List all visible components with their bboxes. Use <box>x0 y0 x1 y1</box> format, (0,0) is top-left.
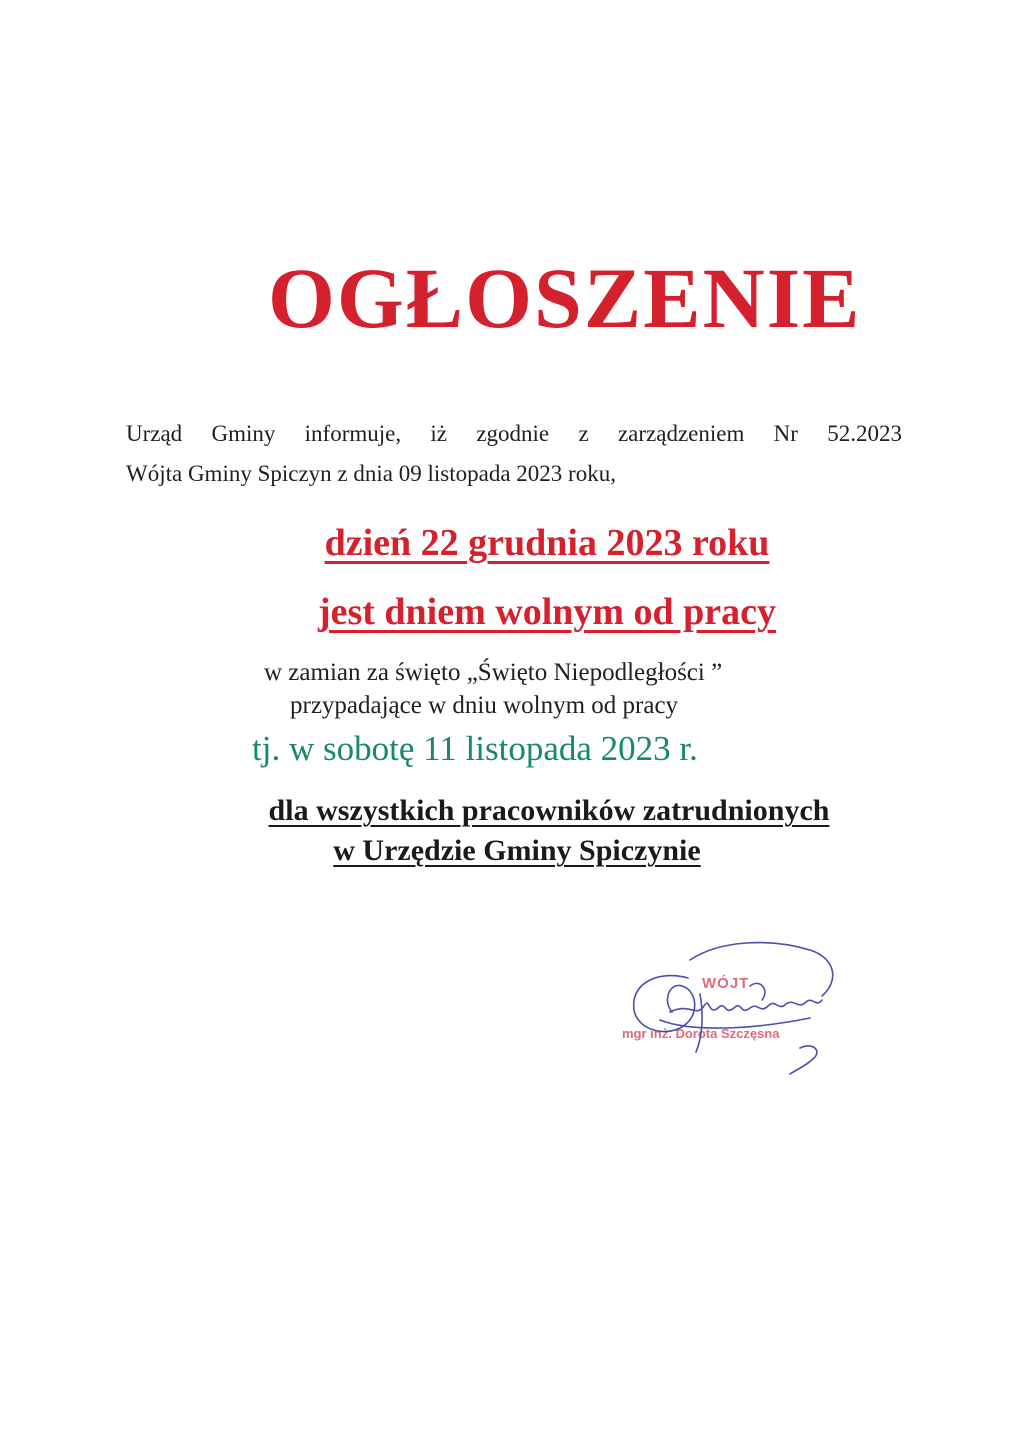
reason-line-1: w zamian za święto „Święto Niepodległości ” <box>264 659 723 686</box>
intro-word: 52.2023 <box>827 421 902 446</box>
audience-line-2: w Urzędzie Gminy Spiczynie <box>333 834 701 867</box>
notice-title: OGŁOSZENIE <box>268 250 862 346</box>
highlight-day-off: jest dniem wolnym od pracy <box>317 591 777 633</box>
signature-stamp <box>600 920 860 1090</box>
intro-line-2: Wójta Gminy Spiczyn z dnia 09 listopada 2023 roku, <box>126 461 616 486</box>
intro-word: Urząd <box>126 421 183 446</box>
intro-line-1 <box>126 421 902 447</box>
intro-word: z <box>578 421 589 446</box>
holiday-date: tj. w sobotę 11 listopada 2023 r. <box>252 729 698 768</box>
stamp-title: WÓJT <box>702 975 750 992</box>
stamp-name: mgr inż. Dorota Szczęsna <box>622 1026 780 1041</box>
intro-word: zarządzeniem <box>617 421 745 446</box>
intro-word: Gminy <box>211 421 276 446</box>
reason-line-2: przypadające w dniu wolnym od pracy <box>290 692 679 719</box>
signature-ink <box>634 943 833 1074</box>
intro-word: informuje, <box>304 421 402 446</box>
audience-line-1: dla wszystkich pracowników zatrudnionych <box>268 794 830 827</box>
signature-graphic <box>600 920 860 1090</box>
intro-word: iż <box>430 421 448 446</box>
intro-word: zgodnie <box>476 421 550 446</box>
highlight-date: dzień 22 grudnia 2023 roku <box>324 522 770 564</box>
intro-word: Nr <box>773 421 798 446</box>
